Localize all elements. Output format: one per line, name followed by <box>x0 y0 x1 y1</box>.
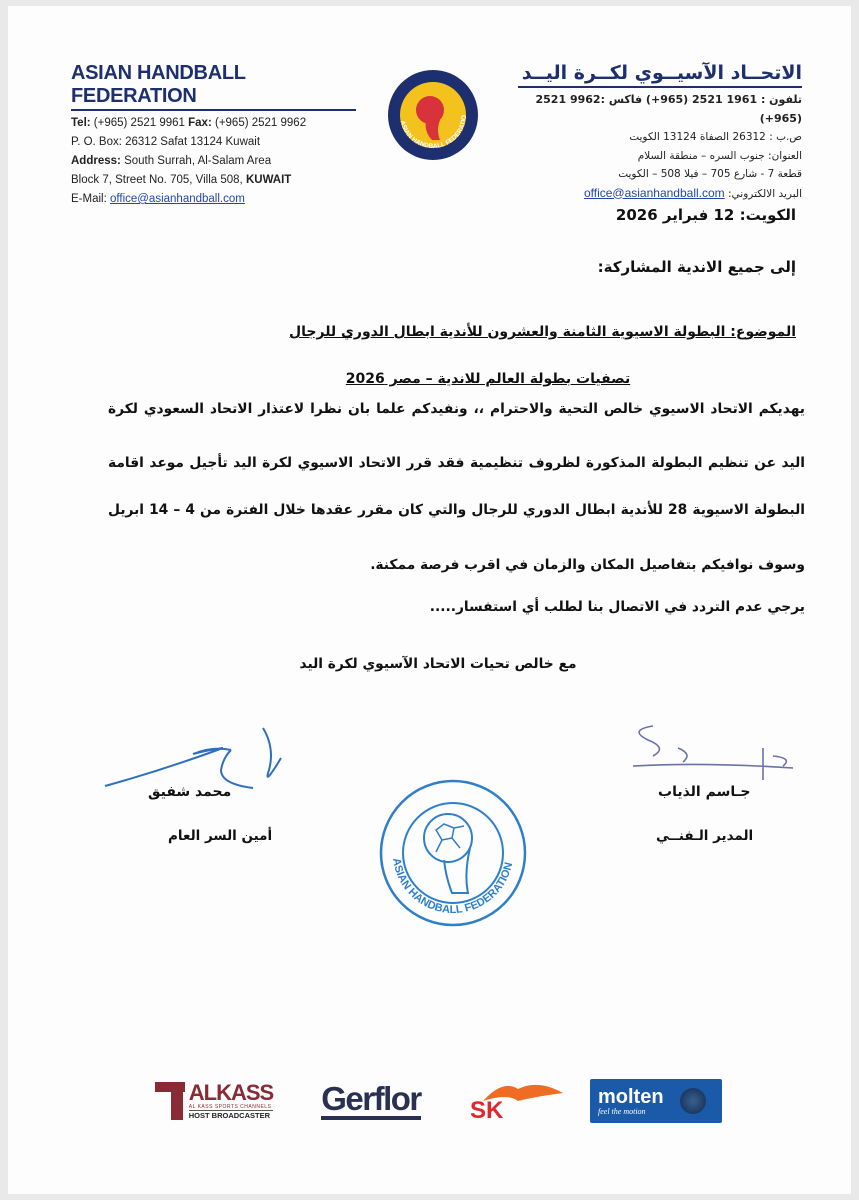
body-line: اليد عن تنظيم البطولة المذكورة لظروف تنظيمية فقد قرر الاتحاد الاسيوي لكرة اليد تأجيل موعد اقامة <box>108 455 805 471</box>
subject-line: تصفيات بطولة العالم للاندية – مصر 2026 <box>345 371 631 387</box>
signatory-title: أمين السر العام <box>168 828 273 844</box>
closing: مع خالص تحيات الاتحاد الآسيوي لكرة اليد <box>299 656 577 672</box>
body-line: البطولة الاسيوية 28 للأندية ابطال الدوري للرجال والتي كان مقرر عقدها خلال الفترة من 4 – 14 ابريل <box>108 502 805 518</box>
signatory-name: جـاسم الذياب <box>658 784 751 800</box>
body-line: وسوف نوافيكم بتفاصيل المكان والزمان في اقرب فرصة ممكنة. <box>370 557 805 573</box>
letter-page <box>8 6 851 1194</box>
ball-icon <box>680 1088 706 1114</box>
recipient: إلى جميع الاندية المشاركة: <box>597 258 796 276</box>
letterhead-arabic <box>518 62 802 203</box>
signatory-name: محمد شفيق <box>148 784 232 800</box>
address-line: Address: South Surrah, Al-Salam Area <box>71 155 272 167</box>
po-box: P. O. Box: 26312 Safat 13124 Kuwait <box>71 136 261 148</box>
email-link[interactable]: office@asianhandball.com <box>109 193 245 205</box>
svg-text:ASIAN HANDBALL FEDERATION: ASIAN HANDBALL FEDERATION <box>390 857 516 917</box>
signatory-title: المدير الـفنــي <box>656 828 754 844</box>
federation-logo <box>386 68 480 166</box>
address-line: Block 7, Street No. 705, Villa 508, KUWAIT <box>71 174 292 186</box>
sponsor-molten-logo: molten feel the motion <box>590 1079 722 1123</box>
subject-line: الموضوع: البطولة الاسيوية الثامنة والعشرون للأندية ابطال الدوري للرجال <box>289 324 796 340</box>
sponsor-alkass-logo: ALKASS AL KASS SPORTS CHANNELS HOST BROADCASTER <box>144 1076 284 1126</box>
federation-name-arabic: الاتحــاد الآسيــوي لكــرة اليــد <box>518 62 802 88</box>
federation-name-english: ASIAN HANDBALL FEDERATION <box>71 62 356 111</box>
email-line-arabic: البريد الالكتروني: office@asianhandball.com <box>518 184 802 204</box>
email-link[interactable]: office@asianhandball.com <box>583 185 725 200</box>
closing-wrap <box>238 653 638 672</box>
address-line-arabic: العنوان: جنوب السره – منطقة السلام <box>637 149 802 162</box>
signature-right <box>623 718 798 787</box>
federation-seal <box>378 778 528 932</box>
contact-phone: Tel: (+965) 2521 9961 Fax: (+965) 2521 9962 <box>71 117 307 129</box>
subject-line-2-wrap <box>188 368 788 387</box>
contact-note: يرجي عدم التردد في الاتصال بنا لطلب أي استفسار..... <box>429 599 805 615</box>
contact-phone-arabic: تلفون : 1961 2521 (965+) فاكس :9962 2521 (965+) <box>535 93 802 125</box>
email-line: E-Mail: office@asianhandball.com <box>71 193 245 205</box>
po-box-arabic: ص.ب : 26312 الصفاة 13124 الكويت <box>629 131 802 143</box>
letter-date: الكويت: 12 فبراير 2026 <box>615 206 796 224</box>
body-line: يهديكم الاتحاد الاسيوي خالص التحية والاحترام ،، ونفيدكم علما بان نظرا لاعتذار الاتحاد السعودي لكرة <box>108 401 805 417</box>
sponsor-gerflor-logo: Gerflor <box>306 1076 436 1126</box>
svg-text:ASIAN HANDBALL FEDERATION: ASIAN HANDBALL FEDERATIO <box>398 114 469 151</box>
sponsor-sk-logo: SK <box>458 1076 568 1126</box>
letterhead-english <box>71 62 356 209</box>
address-line-arabic: قطعة 7 - شارع 705 – فيلا 508 – الكويت <box>618 168 802 180</box>
